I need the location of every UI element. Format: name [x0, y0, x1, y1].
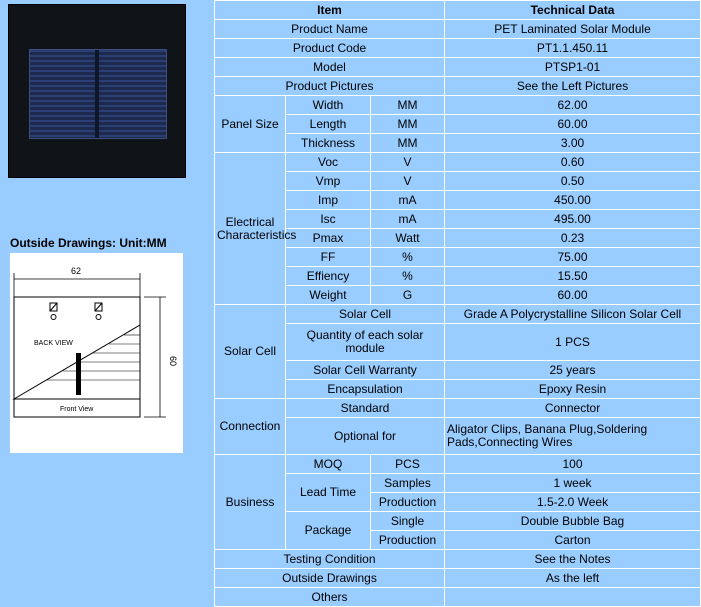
product-name-label: Product Name — [215, 20, 445, 39]
spec-table — [214, 0, 701, 607]
drawing-height-label: 60 — [168, 355, 178, 367]
solar-cell-label: Solar Cell — [215, 305, 286, 399]
solar-cell-name: Encapsulation — [286, 380, 445, 399]
solar-cell-name: Quantity of each solar module — [286, 324, 445, 361]
electrical-value: 0.60 — [445, 153, 701, 172]
lead-time-value: 1 week — [445, 474, 701, 493]
electrical-value: 0.23 — [445, 229, 701, 248]
outside-drawings-row-label: Outside Drawings — [215, 569, 445, 588]
connection-label: Connection — [215, 399, 286, 455]
connection-value: Aligator Clips, Banana Plug,Soldering Pads,Connecting Wires — [445, 418, 701, 455]
lead-time-value: 1.5-2.0 Week — [445, 493, 701, 512]
package-value: Double Bubble Bag — [445, 512, 701, 531]
electrical-name: Vmp — [286, 172, 371, 191]
panel-size-name: Length — [286, 115, 371, 134]
electrical-value: 60.00 — [445, 286, 701, 305]
panel-size-value: 60.00 — [445, 115, 701, 134]
electrical-unit: G — [371, 286, 445, 305]
others-label: Others — [215, 588, 445, 607]
moq-unit: PCS — [371, 455, 445, 474]
solar-cell-value: 25 years — [445, 361, 701, 380]
connection-value: Connector — [445, 399, 701, 418]
electrical-label: Electrical Characteristics — [215, 153, 286, 305]
lead-time-label: Lead Time — [286, 474, 371, 512]
product-code-value: PT1.1.450.11 — [445, 39, 701, 58]
back-view-label: BACK VIEW — [34, 340, 73, 347]
electrical-value: 75.00 — [445, 248, 701, 267]
electrical-value: 0.50 — [445, 172, 701, 191]
lead-time-sub: Production — [371, 493, 445, 512]
package-sub: Production — [371, 531, 445, 550]
panel-size-unit: MM — [371, 96, 445, 115]
connection-name: Optional for — [286, 418, 445, 455]
others-value — [445, 588, 701, 607]
electrical-unit: % — [371, 267, 445, 286]
electrical-name: Voc — [286, 153, 371, 172]
solar-panel-image — [29, 49, 167, 139]
business-label: Business — [215, 455, 286, 550]
testing-condition-value: See the Notes — [445, 550, 701, 569]
product-name-value: PET Laminated Solar Module — [445, 20, 701, 39]
connection-name: Standard — [286, 399, 445, 418]
electrical-value: 450.00 — [445, 191, 701, 210]
panel-size-label: Panel Size — [215, 96, 286, 153]
package-label: Package — [286, 512, 371, 550]
electrical-unit: mA — [371, 210, 445, 229]
electrical-value: 495.00 — [445, 210, 701, 229]
solar-cell-value: Grade A Polycrystalline Silicon Solar Cell — [445, 305, 701, 324]
electrical-unit: V — [371, 172, 445, 191]
product-pictures-label: Product Pictures — [215, 77, 445, 96]
model-value: PTSP1-01 — [445, 58, 701, 77]
electrical-name: Effiency — [286, 267, 371, 286]
package-sub: Single — [371, 512, 445, 531]
solar-cell-value: 1 PCS — [445, 324, 701, 361]
panel-size-name: Thickness — [286, 134, 371, 153]
panel-size-unit: MM — [371, 134, 445, 153]
package-value: Carton — [445, 531, 701, 550]
model-label: Model — [215, 58, 445, 77]
drawing-width-label: 62 — [70, 266, 82, 276]
product-code-label: Product Code — [215, 39, 445, 58]
electrical-name: Pmax — [286, 229, 371, 248]
moq-label: MOQ — [286, 455, 371, 474]
product-photo — [8, 4, 186, 178]
electrical-unit: mA — [371, 191, 445, 210]
electrical-name: Isc — [286, 210, 371, 229]
solar-cell-name: Solar Cell Warranty — [286, 361, 445, 380]
electrical-unit: % — [371, 248, 445, 267]
panel-size-value: 3.00 — [445, 134, 701, 153]
testing-condition-label: Testing Condition — [215, 550, 445, 569]
front-view-label: Front View — [60, 406, 94, 413]
electrical-unit: Watt — [371, 229, 445, 248]
outside-drawing — [10, 253, 183, 453]
header-technical-data: Technical Data — [445, 1, 701, 20]
header-item: Item — [215, 1, 445, 20]
panel-size-unit: MM — [371, 115, 445, 134]
electrical-value: 15.50 — [445, 267, 701, 286]
moq-value: 100 — [445, 455, 701, 474]
electrical-name: FF — [286, 248, 371, 267]
outside-drawings-row-value: As the left — [445, 569, 701, 588]
electrical-name: Weight — [286, 286, 371, 305]
electrical-name: Imp — [286, 191, 371, 210]
lead-time-sub: Samples — [371, 474, 445, 493]
solar-cell-name: Solar Cell — [286, 305, 445, 324]
outside-drawings-label: Outside Drawings: Unit:MM — [10, 236, 167, 250]
electrical-unit: V — [371, 153, 445, 172]
panel-size-value: 62.00 — [445, 96, 701, 115]
left-column — [0, 0, 212, 607]
solar-cell-value: Epoxy Resin — [445, 380, 701, 399]
panel-size-name: Width — [286, 96, 371, 115]
product-pictures-value: See the Left Pictures — [445, 77, 701, 96]
